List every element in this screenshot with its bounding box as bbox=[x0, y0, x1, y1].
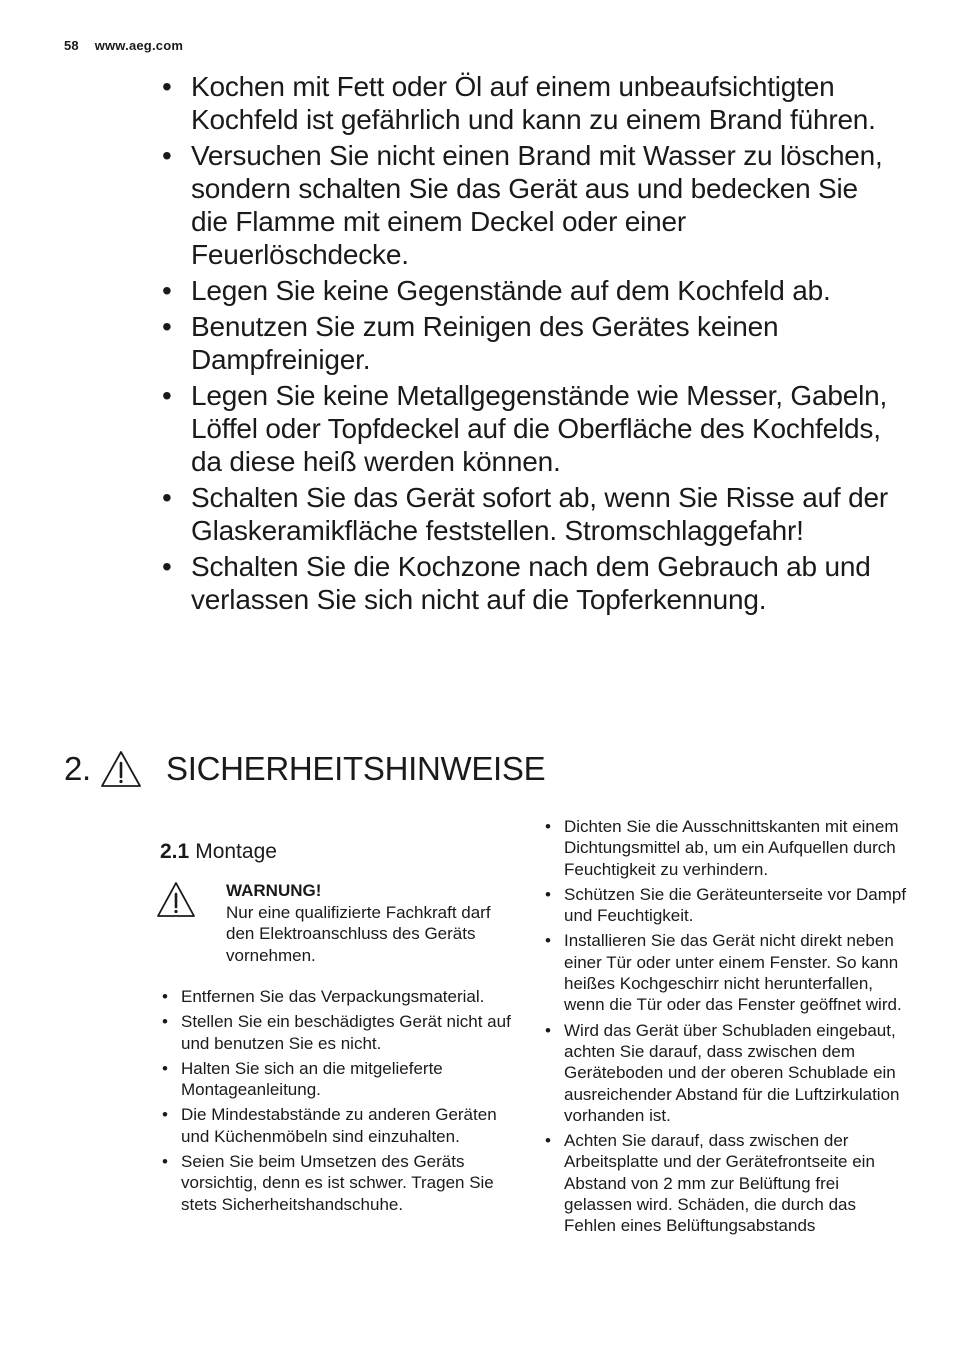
list-item: • Schalten Sie die Kochzone nach dem Gebrauch ab und verlassen Sie sich nicht auf die Topferkennung. bbox=[162, 550, 902, 616]
list-item: • Stellen Sie ein beschädigtes Gerät nicht auf und benutzen Sie es nicht. bbox=[162, 1011, 517, 1054]
section-title: SICHERHEITSHINWEISE bbox=[166, 750, 546, 787]
list-item: • Wird das Gerät über Schubladen eingebaut, achten Sie darauf, dass zwischen dem Geräteboden und der oberen Schublade ein ausreichender Abstand für die Luftzirkulation vorhanden ist. bbox=[545, 1020, 910, 1126]
warning-triangle-icon bbox=[100, 750, 142, 788]
list-item: • Legen Sie keine Gegenstände auf dem Kochfeld ab. bbox=[162, 274, 902, 307]
left-column bbox=[162, 986, 517, 1219]
list-item: • Legen Sie keine Metallgegenstände wie Messer, Gabeln, Löffel oder Topfdeckel auf die Oberfläche des Kochfelds, da diese heiß werden können. bbox=[162, 379, 902, 478]
subsection-number: 2.1 bbox=[160, 840, 190, 863]
list-item: • Halten Sie sich an die mitgelieferte Montageanleitung. bbox=[162, 1058, 517, 1101]
list-item: • Seien Sie beim Umsetzen des Geräts vorsichtig, denn es ist schwer. Tragen Sie stets Sicherheitshandschuhe. bbox=[162, 1151, 517, 1215]
subsection-title: Montage bbox=[195, 840, 277, 863]
warning-box bbox=[226, 880, 516, 966]
website-link[interactable]: www.aeg.com bbox=[94, 38, 184, 53]
section-number: 2. bbox=[64, 750, 91, 787]
warning-triangle-icon bbox=[156, 881, 196, 919]
installation-list-left bbox=[162, 986, 517, 1215]
cooking-safety-list bbox=[162, 70, 902, 619]
list-item: • Versuchen Sie nicht einen Brand mit Wasser zu löschen, sondern schalten Sie das Gerät aus und bedecken Sie die Flamme mit einem Deckel oder einer Feuerlöschdecke. bbox=[162, 139, 902, 271]
list-item: • Benutzen Sie zum Reinigen des Gerätes keinen Dampfreiniger. bbox=[162, 310, 902, 376]
section-heading bbox=[64, 746, 545, 792]
list-item: • Kochen mit Fett oder Öl auf einem unbeaufsichtigten Kochfeld ist gefährlich und kann zu einem Brand führen. bbox=[162, 70, 902, 136]
warning-title: WARNUNG! bbox=[226, 881, 322, 900]
installation-list-right bbox=[545, 816, 910, 1237]
list-item: • Dichten Sie die Ausschnittskanten mit einem Dichtungsmittel ab, um ein Aufquellen durch Feuchtigkeit zu verhindern. bbox=[545, 816, 910, 880]
page-number: 58 bbox=[64, 38, 79, 53]
warning-text: Nur eine qualifizierte Fachkraft darf den Elektroanschluss des Geräts vornehmen. bbox=[226, 902, 491, 965]
list-item: • Schalten Sie das Gerät sofort ab, wenn Sie Risse auf der Glaskeramikfläche feststellen. Stromschlaggefahr! bbox=[162, 481, 902, 547]
right-column bbox=[545, 816, 910, 1241]
page-header bbox=[64, 38, 183, 53]
subsection-heading bbox=[160, 840, 277, 864]
list-item: • Achten Sie darauf, dass zwischen der Arbeitsplatte und der Gerätefrontseite ein Abstand von 2 mm zur Belüftung frei gelassen wird. Schäden, die durch das Fehlen eines Belüftungsabstands bbox=[545, 1130, 910, 1236]
list-item: • Entfernen Sie das Verpackungsmaterial. bbox=[162, 986, 517, 1007]
list-item: • Die Mindestabstände zu anderen Geräten und Küchenmöbeln sind einzuhalten. bbox=[162, 1104, 517, 1147]
list-item: • Schützen Sie die Geräteunterseite vor Dampf und Feuchtigkeit. bbox=[545, 884, 910, 927]
list-item: • Installieren Sie das Gerät nicht direkt neben einer Tür oder unter einem Fenster. So kann heißes Kochgeschirr nicht herunterfallen, wenn die Tür oder das Fenster geöffnet wird. bbox=[545, 930, 910, 1015]
